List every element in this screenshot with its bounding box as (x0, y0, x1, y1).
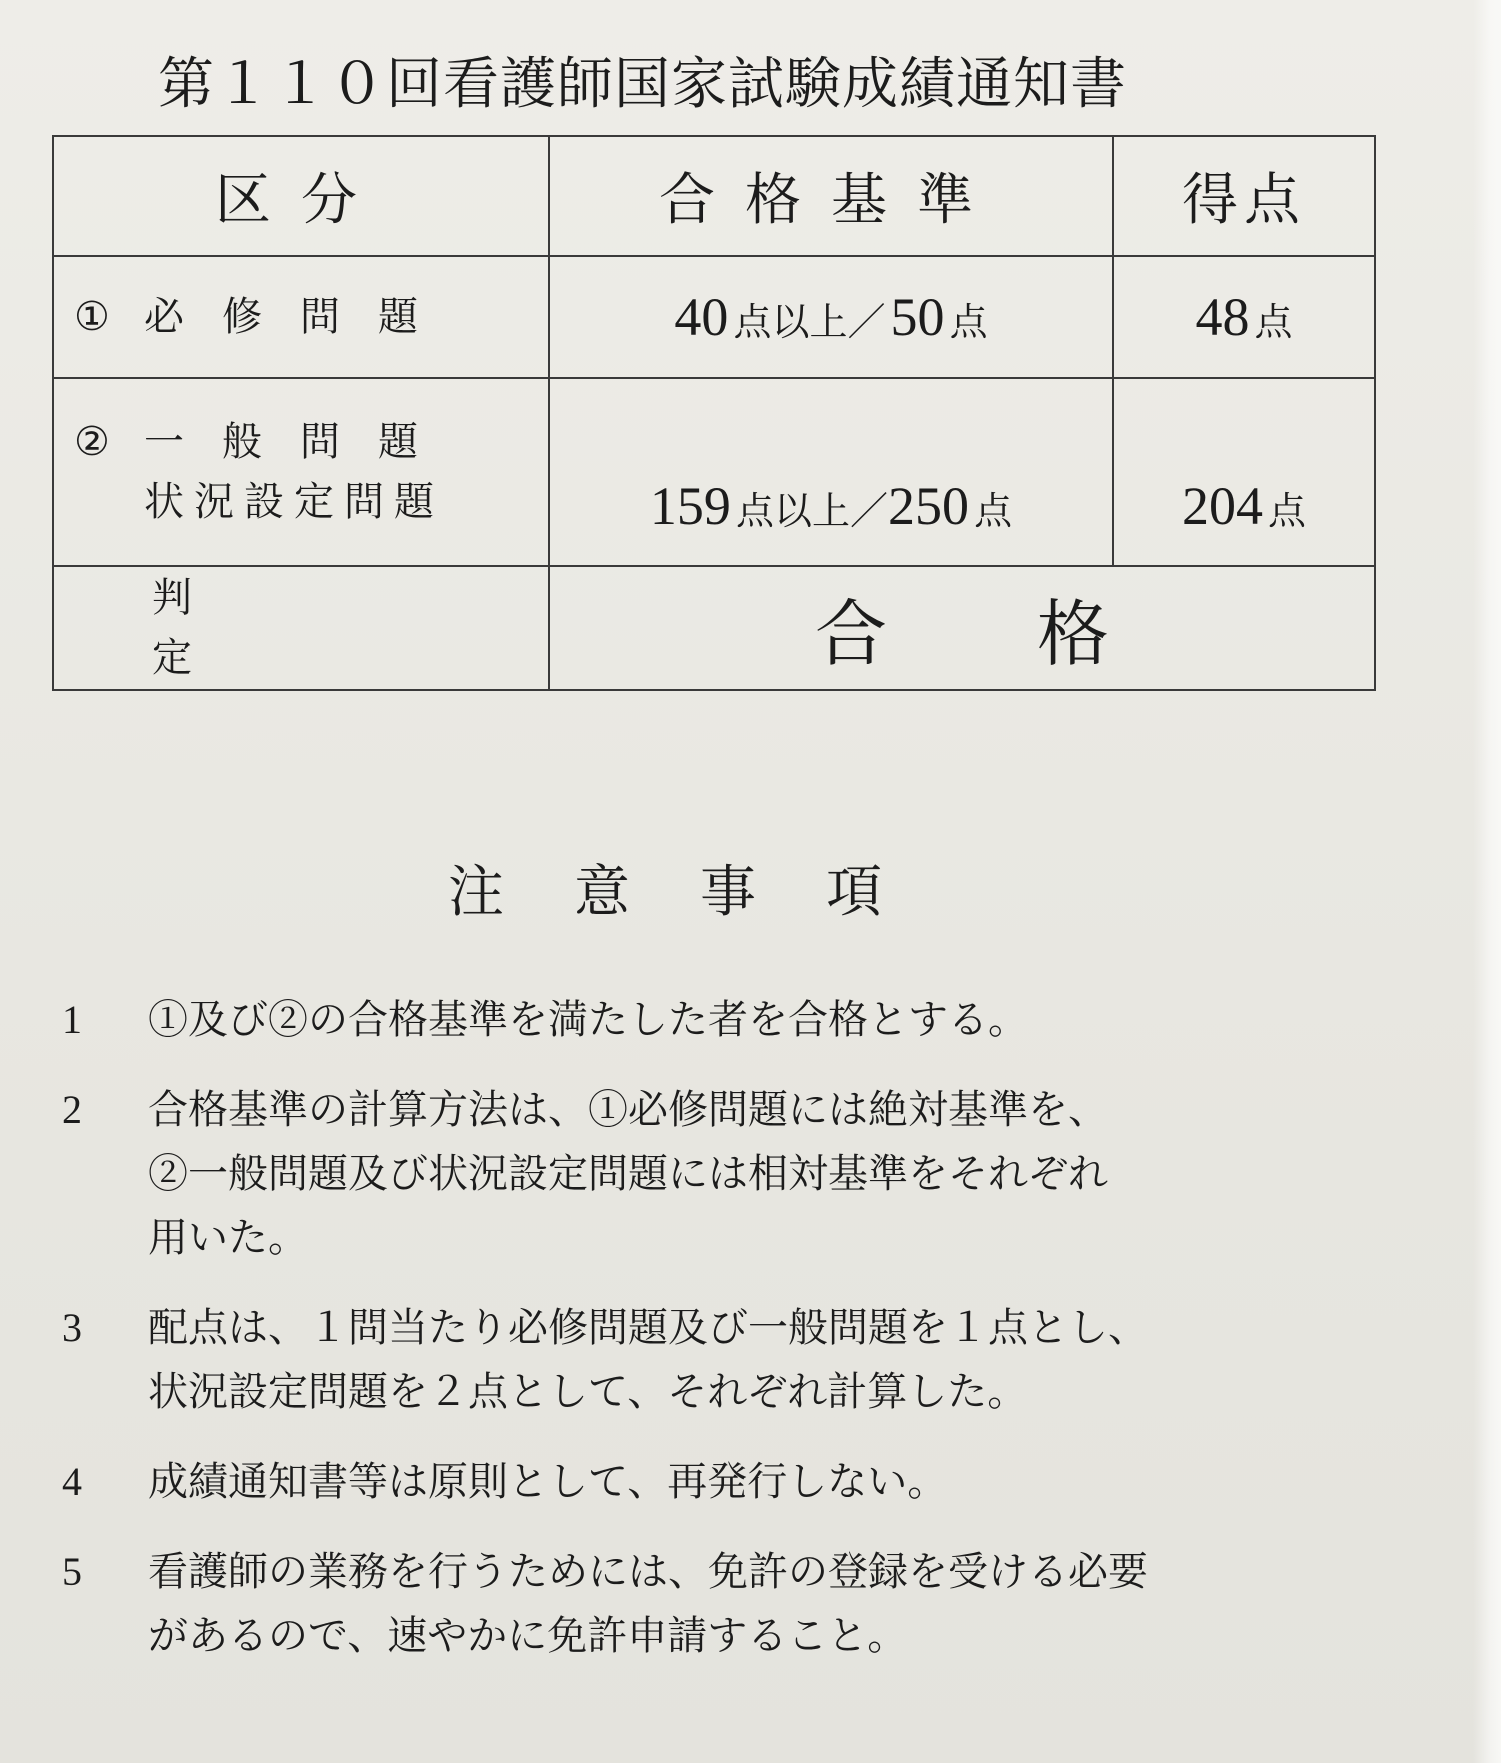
row-mark: ② (74, 419, 110, 465)
header-standard: 合格基準 (549, 136, 1113, 256)
note-line: 配点は、１問当たり必修問題及び一般問題を１点とし、 (148, 1305, 1148, 1351)
row-score (1113, 378, 1375, 566)
notes-title: 注意事項 (448, 860, 952, 925)
row-category (53, 378, 549, 566)
judgement-value: 合格 (549, 566, 1375, 690)
note-line: 用いた。 (148, 1215, 308, 1261)
note-number: 4 (62, 1459, 82, 1504)
standard-unit: 点以上／ (735, 489, 888, 533)
row-category (53, 256, 549, 378)
note-number: 2 (62, 1087, 82, 1132)
score-unit: 点 (1268, 489, 1307, 533)
row-score (1113, 256, 1375, 378)
table-header-row (53, 136, 1375, 256)
notes-list (62, 988, 1382, 1694)
note-line: ②一般問題及び状況設定問題には相対基準をそれぞれ (148, 1151, 1108, 1197)
row-category-label: 必修問題 (144, 294, 456, 340)
judgement-label: 判定 (53, 566, 549, 690)
row-category-label: 一般問題 (144, 419, 456, 465)
note-line: 状況設定問題を２点として、それぞれ計算した。 (148, 1369, 1028, 1415)
score-unit: 点 (1254, 300, 1293, 344)
standard-total-unit: 点 (974, 489, 1013, 533)
standard-total-unit: 点 (949, 300, 988, 344)
note-item (62, 1450, 1382, 1514)
note-number: 3 (62, 1305, 82, 1350)
table-row (53, 256, 1375, 378)
page-edge (1473, 0, 1501, 1763)
standard-total: 250 (888, 476, 969, 536)
note-line: 看護師の業務を行うためには、免許の登録を受ける必要 (148, 1549, 1148, 1595)
note-number: 5 (62, 1549, 82, 1594)
note-item (62, 1540, 1382, 1668)
standard-unit: 点以上／ (733, 300, 886, 344)
judgement-row (53, 566, 1375, 690)
note-number: 1 (62, 997, 82, 1042)
note-line: ①及び②の合格基準を満たした者を合格とする。 (148, 997, 1028, 1043)
row-standard (549, 256, 1113, 378)
row-mark: ① (74, 294, 110, 340)
document-title: 第１１０回看護師国家試験成績通知書 (158, 52, 1127, 117)
note-item (62, 1078, 1382, 1270)
note-item (62, 988, 1382, 1052)
header-category: 区分 (53, 136, 549, 256)
note-line: 成績通知書等は原則として、再発行しない。 (148, 1459, 948, 1505)
score-value: 48 (1195, 287, 1250, 347)
note-line: 合格基準の計算方法は、①必修問題には絶対基準を、 (148, 1087, 1108, 1133)
score-table (52, 135, 1376, 691)
row-category-sub: 状況設定問題 (144, 479, 444, 525)
standard-total: 50 (890, 287, 945, 347)
standard-value: 40 (674, 287, 729, 347)
header-score: 得点 (1113, 136, 1375, 256)
table-row (53, 378, 1375, 566)
note-item (62, 1296, 1382, 1424)
score-value: 204 (1181, 476, 1263, 536)
standard-value: 159 (649, 476, 731, 536)
row-standard (549, 378, 1113, 566)
note-line: があるので、速やかに免許申請すること。 (148, 1613, 908, 1659)
